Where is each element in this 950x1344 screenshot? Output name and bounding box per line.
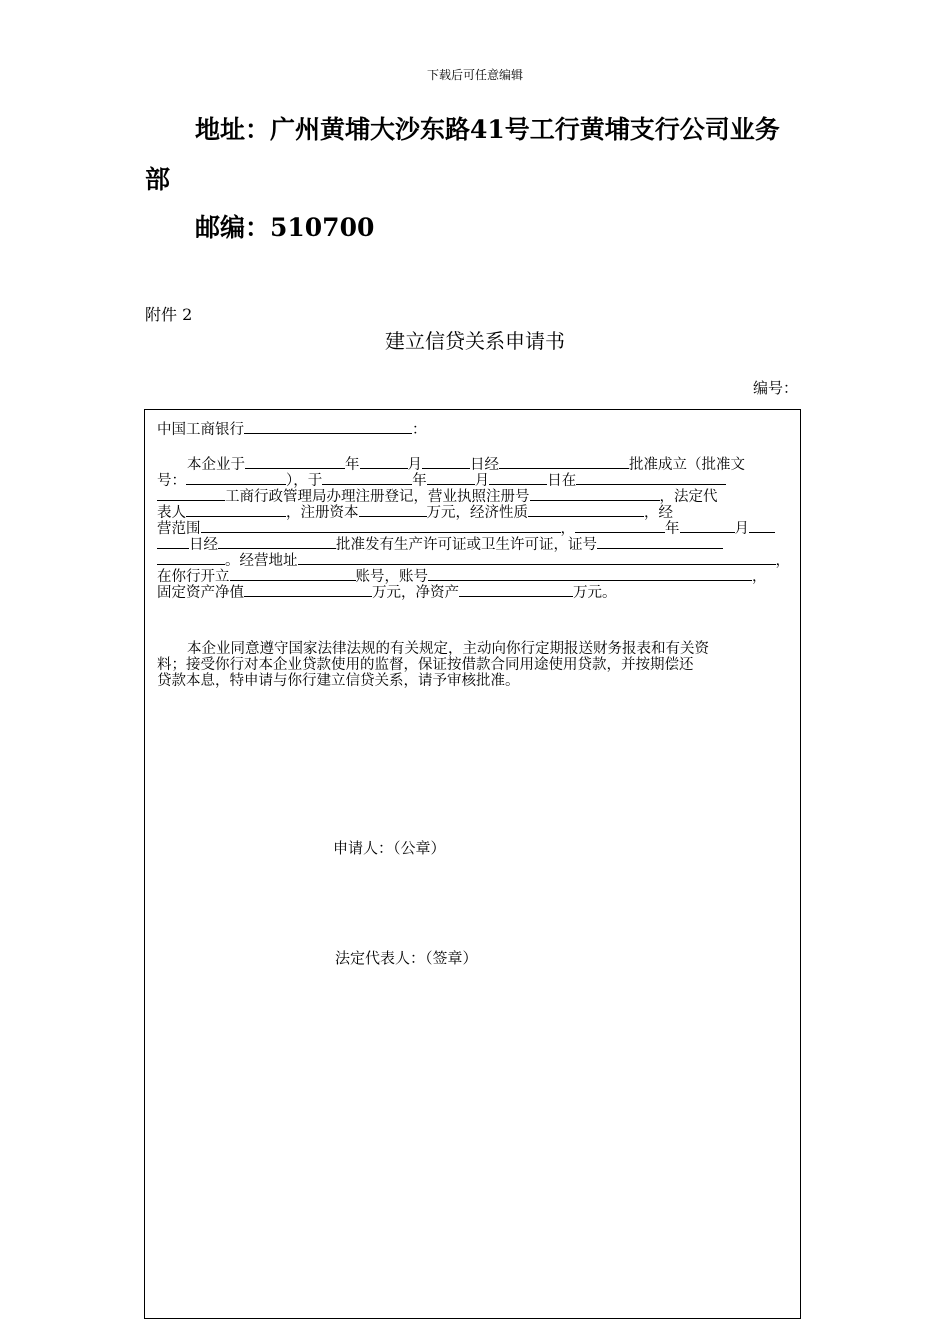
text: 日经 bbox=[189, 537, 218, 553]
form-line-9 bbox=[157, 583, 617, 601]
blank[interactable] bbox=[201, 519, 561, 533]
blank[interactable] bbox=[576, 471, 726, 485]
business-address-blank[interactable] bbox=[298, 551, 776, 565]
blank[interactable] bbox=[422, 455, 470, 469]
text: 万元。 bbox=[573, 585, 617, 601]
text: ），于 bbox=[286, 473, 323, 489]
text: 。经营地址 bbox=[225, 553, 298, 569]
blank[interactable] bbox=[528, 503, 644, 517]
agreement-line-3: 贷款本息，特申请与你行建立信贷关系，请予审核批准。 bbox=[157, 673, 520, 689]
blank[interactable] bbox=[322, 471, 412, 485]
form-title: 建立信贷关系申请书 bbox=[385, 329, 565, 353]
blank[interactable] bbox=[230, 567, 356, 581]
blank[interactable] bbox=[186, 471, 286, 485]
header-note: 下载后可任意编辑 bbox=[426, 68, 523, 82]
text: ，法定代 bbox=[659, 489, 718, 505]
legal-representative-signature: 法定代表人：（签章） bbox=[335, 949, 478, 967]
text: ，经 bbox=[644, 505, 673, 521]
text: 月 bbox=[734, 521, 749, 537]
blank[interactable] bbox=[245, 455, 345, 469]
blank[interactable] bbox=[157, 487, 225, 501]
blank[interactable] bbox=[575, 519, 665, 533]
blank[interactable] bbox=[157, 535, 189, 549]
text: 日在 bbox=[547, 473, 577, 489]
blank[interactable] bbox=[499, 455, 629, 469]
text: ，注册资本 bbox=[286, 505, 359, 521]
text: 万元，经济性质 bbox=[426, 505, 528, 521]
colon: ： bbox=[412, 422, 427, 438]
address-line: 地址：广州黄埔大沙东路41号工行黄埔支行公司业务 bbox=[195, 115, 780, 144]
text: 本企业于 bbox=[187, 457, 245, 473]
blank[interactable] bbox=[489, 471, 547, 485]
text: 年 bbox=[412, 473, 427, 489]
blank[interactable] bbox=[360, 455, 408, 469]
blank[interactable] bbox=[427, 471, 475, 485]
blank[interactable] bbox=[459, 583, 573, 597]
blank[interactable] bbox=[186, 503, 286, 517]
bank-branch-blank[interactable] bbox=[244, 420, 412, 434]
blank[interactable] bbox=[597, 535, 723, 549]
text: 日经 bbox=[470, 457, 499, 473]
applicant-seal: 申请人：（公章） bbox=[333, 839, 446, 857]
account-number-blank[interactable] bbox=[428, 567, 752, 581]
text: 批准发有生产许可证或卫生许可证，证号 bbox=[336, 537, 597, 553]
text: ， bbox=[560, 521, 575, 537]
serial-number-label: 编号： bbox=[752, 379, 798, 397]
blank[interactable] bbox=[244, 583, 372, 597]
bank-name: 中国工商银行 bbox=[157, 422, 244, 438]
text: 年 bbox=[345, 457, 360, 473]
text: 营范围 bbox=[157, 521, 201, 537]
agreement-line-2: 料；接受你行对本企业贷款使用的监督，保证按借款合同用途使用贷款，并按期偿还 bbox=[157, 657, 694, 673]
text: 固定资产净值 bbox=[157, 585, 244, 601]
address-line-continued: 部 bbox=[145, 165, 171, 194]
text: 在你行开立 bbox=[157, 569, 230, 585]
blank[interactable] bbox=[680, 519, 735, 533]
blank[interactable] bbox=[749, 519, 775, 533]
text: 工商行政管理局办理注册登记，营业执照注册号 bbox=[225, 489, 530, 505]
blank[interactable] bbox=[530, 487, 660, 501]
text: ， bbox=[752, 569, 767, 585]
text: 批准成立（批准文 bbox=[629, 457, 745, 473]
text: 年 bbox=[665, 521, 680, 537]
text: 账号，账号 bbox=[355, 569, 428, 585]
annex-label: 附件 2 bbox=[145, 305, 193, 324]
blank[interactable] bbox=[157, 551, 225, 565]
text: 月 bbox=[407, 457, 422, 473]
text: 万元，净资产 bbox=[372, 585, 459, 601]
agreement-line-1: 本企业同意遵守国家法律法规的有关规定，主动向你行定期报送财务报表和有关资 bbox=[187, 641, 709, 657]
text: ， bbox=[775, 553, 790, 569]
blank[interactable] bbox=[359, 503, 427, 517]
text: 号： bbox=[157, 473, 186, 489]
blank[interactable] bbox=[218, 535, 336, 549]
bank-line bbox=[157, 420, 427, 438]
postal-code: 邮编：510700 bbox=[195, 213, 375, 242]
text: 月 bbox=[474, 473, 490, 489]
text: 表人 bbox=[157, 505, 186, 521]
application-form-box bbox=[144, 409, 801, 1319]
